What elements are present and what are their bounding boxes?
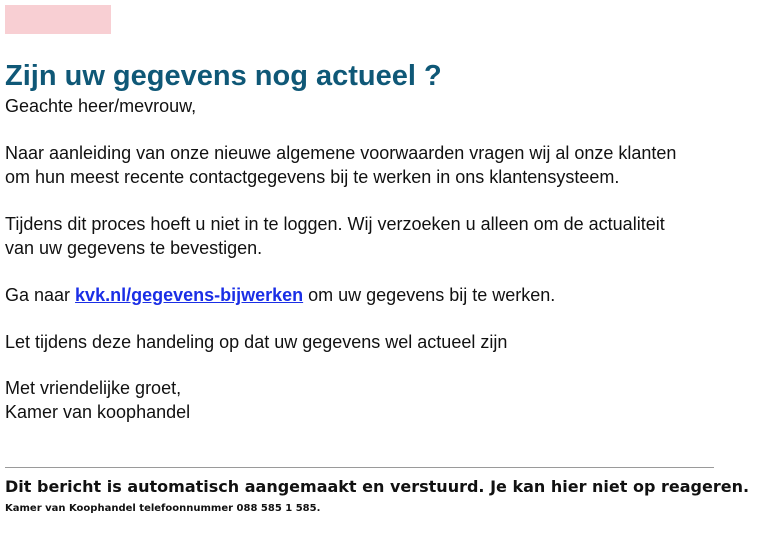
spacer	[5, 307, 745, 330]
cta-prefix: Ga naar	[5, 285, 76, 305]
signature: Kamer van koophandel	[5, 402, 191, 422]
email-heading: Zijn uw gegevens nog actueel ?	[5, 60, 442, 92]
footer-divider	[5, 467, 714, 468]
spacer	[5, 189, 745, 212]
automatic-message-notice: Dit bericht is automatisch aangemaakt en verstuurd. Je kan hier niet op reageren.	[5, 477, 750, 496]
logo-placeholder	[5, 5, 111, 34]
spacer	[5, 260, 745, 283]
spacer	[5, 354, 745, 376]
cta-suffix: om uw gegevens bij te werken.	[303, 285, 556, 305]
paragraph-2-line-1: Tijdens dit proces hoeft u niet in te loggen. Wij verzoeken u alleen om de actualiteit	[5, 214, 665, 234]
closing: Met vriendelijke groet,	[5, 378, 182, 398]
note-line: Let tijdens deze handeling op dat uw gegevens wel actueel zijn	[5, 332, 508, 352]
footer-phone-line: Kamer van Koophandel telefoonnummer 088 585 1 585.	[5, 503, 321, 514]
paragraph-1-line-2: om hun meest recente contactgegevens bij te werken in ons klantensysteem.	[5, 167, 620, 187]
update-details-link[interactable]: kvk.nl/gegevens-bijwerken	[75, 285, 304, 305]
spacer	[5, 118, 745, 141]
email-body	[5, 58, 745, 424]
paragraph-2-line-2: van uw gegevens te bevestigen.	[5, 238, 263, 258]
call-to-action	[5, 283, 745, 307]
greeting: Geachte heer/mevrouw,	[5, 96, 197, 116]
paragraph-1-line-1: Naar aanleiding van onze nieuwe algemene voorwaarden vragen wij al onze klanten	[5, 143, 677, 163]
